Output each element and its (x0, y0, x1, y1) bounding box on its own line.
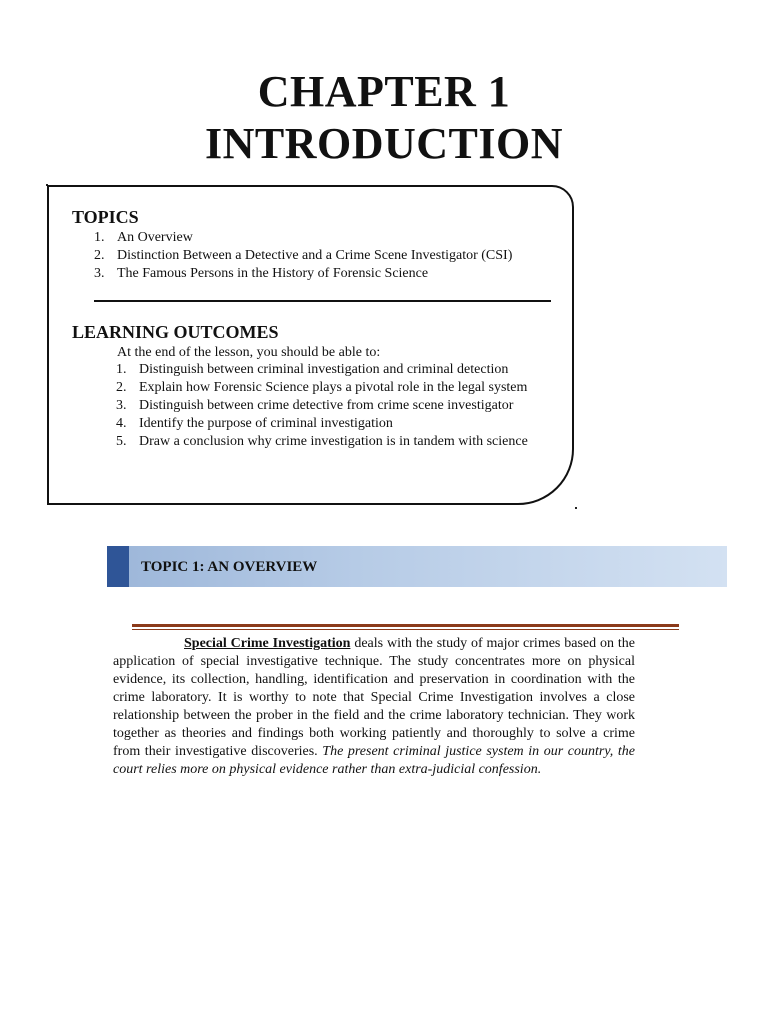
list-item (94, 247, 512, 265)
list-text: Distinguish between criminal investigation and criminal detection (139, 362, 509, 377)
list-text: Explain how Forensic Science plays a pivotal role in the legal system (139, 380, 528, 395)
list-item (116, 397, 556, 415)
list-number: 5. (116, 434, 127, 449)
list-number: 2. (116, 380, 127, 395)
topic-banner-accent (107, 546, 129, 587)
double-rule-thin (132, 629, 679, 630)
topic-banner-label: TOPIC 1: AN OVERVIEW (141, 559, 318, 575)
list-number: 3. (94, 266, 105, 281)
list-text: Identify the purpose of criminal investigation (139, 416, 393, 431)
learning-outcomes-list (116, 361, 556, 451)
decorative-dot (575, 507, 577, 509)
list-text: An Overview (117, 230, 193, 245)
list-item (116, 361, 556, 379)
learning-outcomes-intro: At the end of the lesson, you should be able to: (117, 345, 381, 360)
list-item (116, 433, 539, 451)
topic-banner (107, 546, 727, 587)
paragraph-body: deals with the study of major crimes based on the application of special investigative technique. The study concentrates more on physical evidence, its collection, handling, identification and preservation in coordination with the crime laboratory. It is worthy to note that Special Crime Investigation involves a close relationship between the prober in the field and the crime laboratory technician. They work together as theories and findings both working patiently and thoroughly to solve a crime from their investigative discoveries. (113, 636, 636, 759)
list-number: 4. (116, 416, 127, 431)
list-item (116, 379, 539, 397)
section-divider (94, 300, 551, 302)
chapter-title-line1: CHAPTER 1 (257, 67, 511, 116)
paragraph-emphasis: The present criminal justice system in our country, the court relies more on physical evidence rather than extra-judicial confession. (113, 744, 635, 777)
list-item (116, 415, 556, 433)
list-item (94, 265, 512, 283)
list-text: Draw a conclusion why crime investigation is in tandem with science (139, 434, 528, 449)
double-rule-thick (132, 624, 679, 627)
topics-list (94, 229, 512, 283)
list-text: Distinguish between crime detective from crime scene investigator (139, 398, 514, 413)
list-number: 1. (94, 230, 105, 245)
chapter-title-line2: INTRODUCTION (204, 119, 564, 168)
learning-outcomes-heading: LEARNING OUTCOMES (72, 322, 279, 342)
key-term: Special Crime Investigation (184, 636, 351, 651)
list-text: The Famous Persons in the History of Forensic Science (117, 266, 429, 281)
overview-paragraph (113, 635, 635, 779)
list-text: Distinction Between a Detective and a Crime Scene Investigator (CSI) (117, 248, 513, 263)
topics-heading: TOPICS (72, 207, 139, 227)
list-number: 1. (116, 362, 127, 377)
list-number: 2. (94, 248, 105, 263)
list-item (94, 229, 512, 247)
list-number: 3. (116, 398, 127, 413)
